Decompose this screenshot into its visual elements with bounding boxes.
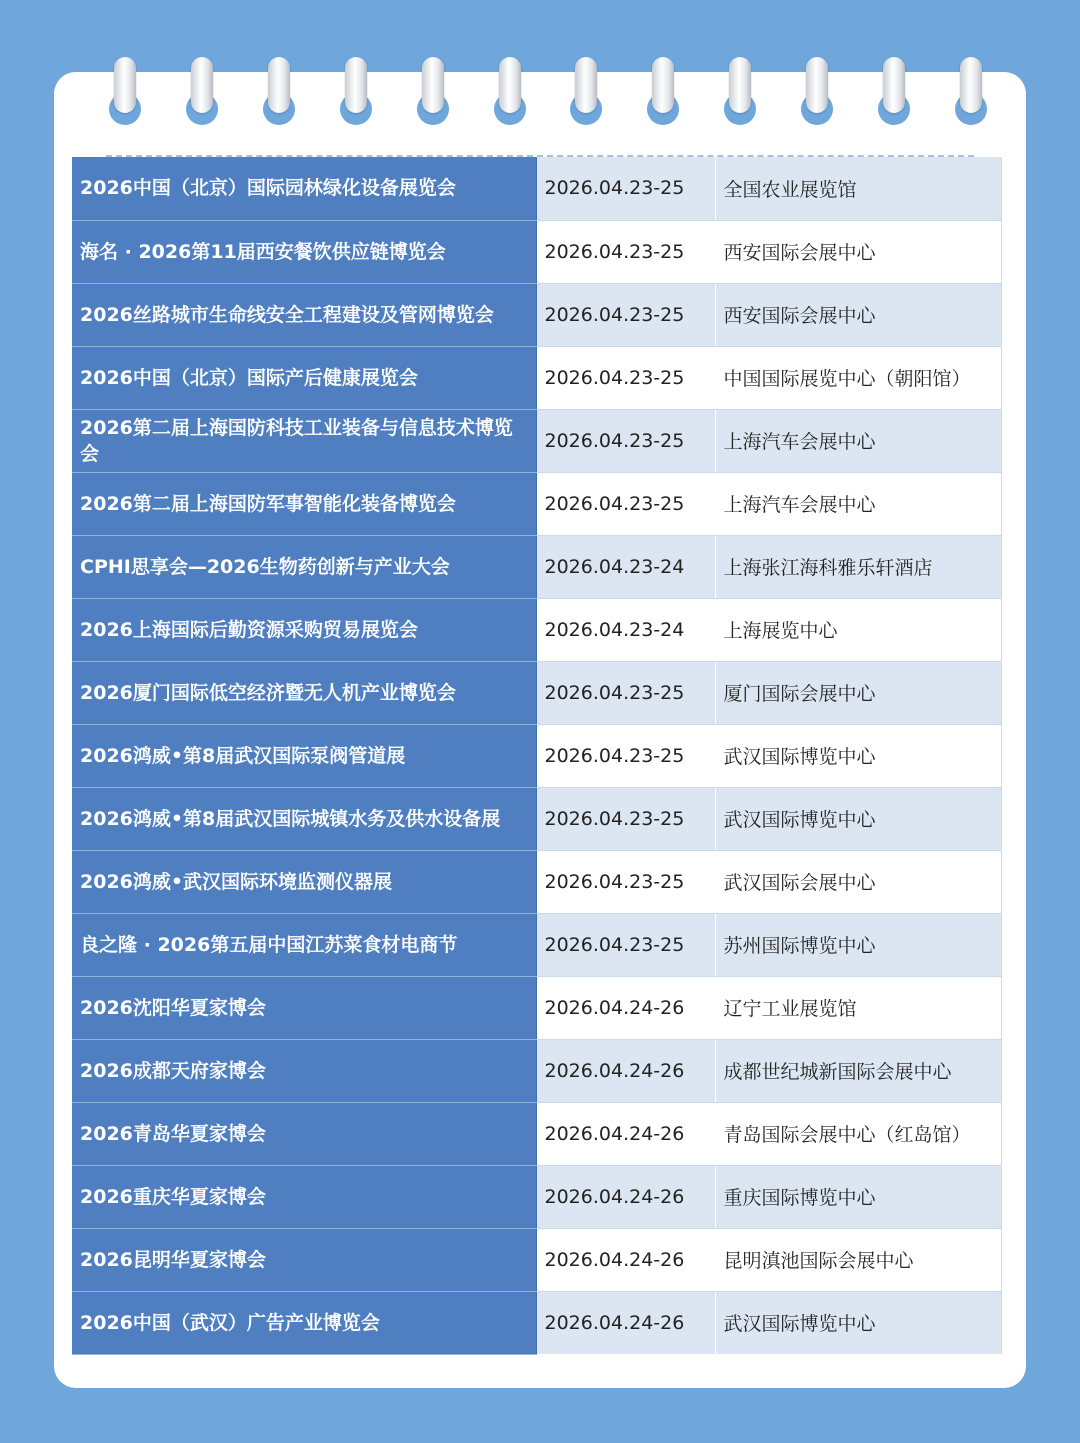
binder-ring — [954, 57, 988, 125]
exhibition-venue-cell: 上海张江海科雅乐轩酒店 — [715, 535, 1002, 598]
exhibition-venue-cell: 全国农业展览馆 — [715, 157, 1002, 220]
table-row — [72, 1165, 1002, 1228]
exhibition-name-cell: 2026鸿威•第8届武汉国际泵阀管道展 — [72, 724, 536, 787]
exhibition-name-cell: 2026沈阳华夏家博会 — [72, 976, 536, 1039]
ring-clip — [960, 57, 982, 113]
exhibition-venue-cell: 武汉国际博览中心 — [715, 787, 1002, 850]
exhibition-name-cell: 2026青岛华夏家博会 — [72, 1102, 536, 1165]
table-row — [72, 724, 1002, 787]
exhibition-name-cell: 2026丝路城市生命线安全工程建设及管网博览会 — [72, 283, 536, 346]
exhibition-venue-cell: 西安国际会展中心 — [715, 283, 1002, 346]
exhibition-date-cell: 2026.04.23-25 — [536, 661, 715, 724]
binder-ring — [339, 57, 373, 125]
exhibition-date-cell: 2026.04.24-26 — [536, 1291, 715, 1354]
exhibition-date-cell: 2026.04.23-24 — [536, 598, 715, 661]
exhibition-date-cell: 2026.04.23-25 — [536, 472, 715, 535]
exhibition-date-cell: 2026.04.23-24 — [536, 535, 715, 598]
ring-clip — [345, 57, 367, 113]
exhibition-name-cell: 2026中国（武汉）广告产业博览会 — [72, 1291, 536, 1354]
exhibition-name-cell: 2026鸿威•第8届武汉国际城镇水务及供水设备展 — [72, 787, 536, 850]
table-row — [72, 1039, 1002, 1102]
exhibition-venue-cell: 武汉国际会展中心 — [715, 850, 1002, 913]
table-row — [72, 787, 1002, 850]
exhibition-venue-cell: 中国国际展览中心（朝阳馆） — [715, 346, 1002, 409]
binder-ring — [800, 57, 834, 125]
exhibition-venue-cell: 成都世纪城新国际会展中心 — [715, 1039, 1002, 1102]
ring-clip — [575, 57, 597, 113]
binder-ring — [185, 57, 219, 125]
table-row — [72, 913, 1002, 976]
ring-clip — [806, 57, 828, 113]
exhibition-date-cell: 2026.04.23-25 — [536, 283, 715, 346]
exhibition-date-cell: 2026.04.23-25 — [536, 724, 715, 787]
table-row — [72, 346, 1002, 409]
binder-ring — [108, 57, 142, 125]
exhibition-date-cell: 2026.04.24-26 — [536, 1039, 715, 1102]
binder-ring — [262, 57, 296, 125]
table-row — [72, 472, 1002, 535]
binder-ring — [416, 57, 450, 125]
exhibition-date-cell: 2026.04.23-25 — [536, 787, 715, 850]
ring-clip — [499, 57, 521, 113]
exhibition-name-cell: 2026成都天府家博会 — [72, 1039, 536, 1102]
exhibition-name-cell: 2026鸿威•武汉国际环境监测仪器展 — [72, 850, 536, 913]
table-row — [72, 535, 1002, 598]
binder-ring — [877, 57, 911, 125]
exhibition-date-cell: 2026.04.23-25 — [536, 409, 715, 472]
exhibition-date-cell: 2026.04.24-26 — [536, 976, 715, 1039]
exhibition-schedule-table — [72, 157, 1002, 1355]
ring-clip — [883, 57, 905, 113]
binder-ring — [569, 57, 603, 125]
exhibition-name-cell: 海名 · 2026第11届西安餐饮供应链博览会 — [72, 220, 536, 283]
exhibition-venue-cell: 青岛国际会展中心（红岛馆） — [715, 1102, 1002, 1165]
exhibition-venue-cell: 昆明滇池国际会展中心 — [715, 1228, 1002, 1291]
exhibition-date-cell: 2026.04.23-25 — [536, 850, 715, 913]
table-row — [72, 1102, 1002, 1165]
table-row — [72, 1291, 1002, 1354]
exhibition-name-cell: 2026第二届上海国防科技工业装备与信息技术博览会 — [72, 409, 536, 472]
exhibition-date-cell: 2026.04.23-25 — [536, 346, 715, 409]
exhibition-name-cell: 2026中国（北京）国际产后健康展览会 — [72, 346, 536, 409]
exhibition-venue-cell: 上海汽车会展中心 — [715, 409, 1002, 472]
exhibition-date-cell: 2026.04.23-25 — [536, 220, 715, 283]
exhibition-name-cell: 2026重庆华夏家博会 — [72, 1165, 536, 1228]
exhibition-name-cell: 2026昆明华夏家博会 — [72, 1228, 536, 1291]
exhibition-date-cell: 2026.04.23-25 — [536, 913, 715, 976]
exhibition-date-cell: 2026.04.24-26 — [536, 1165, 715, 1228]
exhibition-name-cell: 良之隆 · 2026第五届中国江苏菜食材电商节 — [72, 913, 536, 976]
exhibition-name-cell: 2026上海国际后勤资源采购贸易展览会 — [72, 598, 536, 661]
table-row — [72, 409, 1002, 472]
table-row — [72, 157, 1002, 220]
exhibition-venue-cell: 上海展览中心 — [715, 598, 1002, 661]
table-row — [72, 598, 1002, 661]
exhibition-venue-cell: 武汉国际博览中心 — [715, 724, 1002, 787]
ring-clip — [422, 57, 444, 113]
ring-clip — [729, 57, 751, 113]
table-row — [72, 976, 1002, 1039]
table-row — [72, 1228, 1002, 1291]
binder-ring — [723, 57, 757, 125]
exhibition-venue-cell: 厦门国际会展中心 — [715, 661, 1002, 724]
exhibition-name-cell: 2026中国（北京）国际园林绿化设备展览会 — [72, 157, 536, 220]
table-row — [72, 661, 1002, 724]
binder-ring — [493, 57, 527, 125]
exhibition-date-cell: 2026.04.24-26 — [536, 1228, 715, 1291]
ring-clip — [114, 57, 136, 113]
exhibition-venue-cell: 重庆国际博览中心 — [715, 1165, 1002, 1228]
ring-clip — [652, 57, 674, 113]
exhibition-name-cell: CPHI思享会—2026生物药创新与产业大会 — [72, 535, 536, 598]
exhibition-name-cell: 2026厦门国际低空经济暨无人机产业博览会 — [72, 661, 536, 724]
exhibition-venue-cell: 西安国际会展中心 — [715, 220, 1002, 283]
exhibition-venue-cell: 上海汽车会展中心 — [715, 472, 1002, 535]
exhibition-venue-cell: 苏州国际博览中心 — [715, 913, 1002, 976]
exhibition-date-cell: 2026.04.24-26 — [536, 1102, 715, 1165]
exhibition-name-cell: 2026第二届上海国防军事智能化装备博览会 — [72, 472, 536, 535]
table-row — [72, 220, 1002, 283]
ring-clip — [191, 57, 213, 113]
table-row — [72, 850, 1002, 913]
ring-clip — [268, 57, 290, 113]
exhibition-venue-cell: 辽宁工业展览馆 — [715, 976, 1002, 1039]
binder-ring — [646, 57, 680, 125]
exhibition-venue-cell: 武汉国际博览中心 — [715, 1291, 1002, 1354]
table-row — [72, 283, 1002, 346]
exhibition-date-cell: 2026.04.23-25 — [536, 157, 715, 220]
